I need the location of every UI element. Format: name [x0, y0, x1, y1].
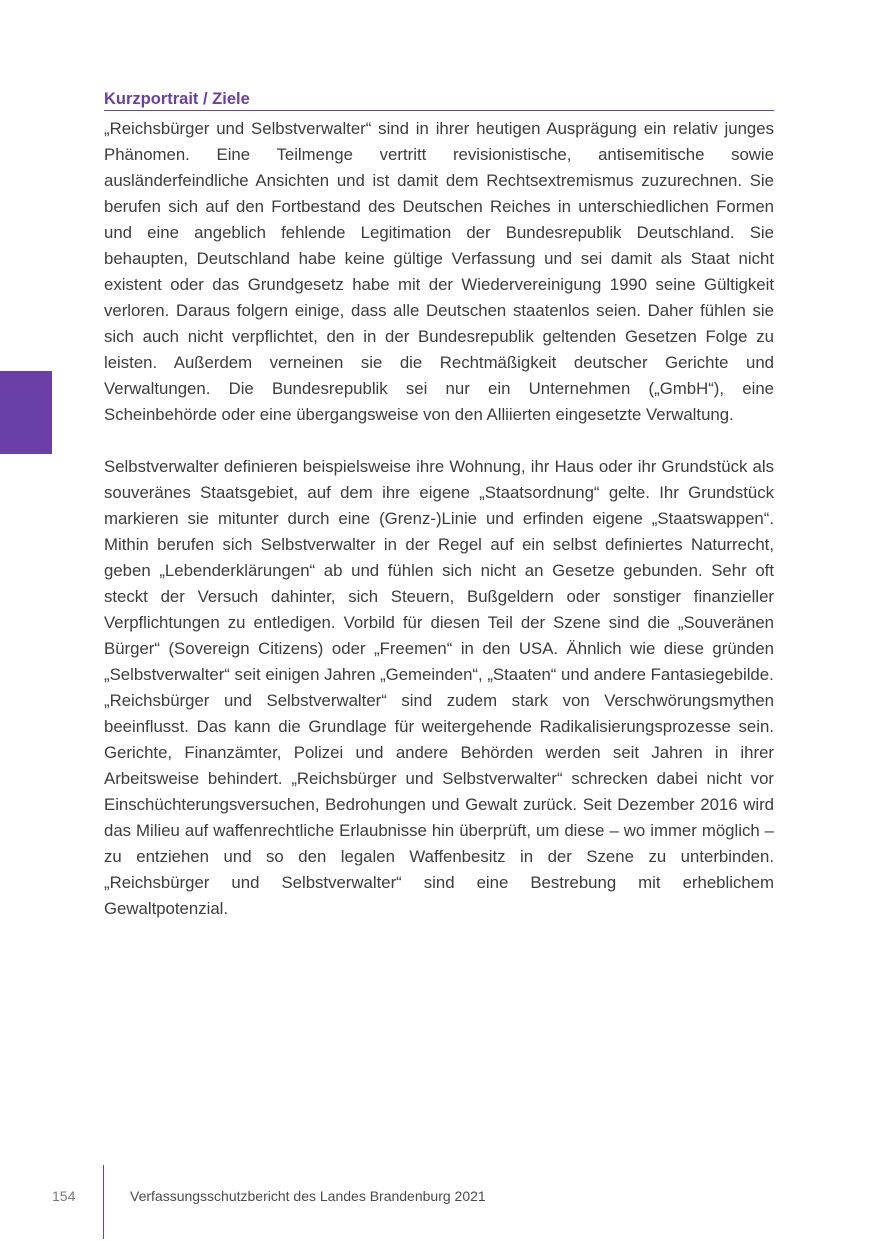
- paragraph: „Reichsbürger und Selbstverwalter“ sind in ihrer heutigen Ausprägung ein relativ junges Phänomen. Eine Teilmenge vertritt revisionistische, antisemitische sowie ausländerfeindliche Ansichten und ist damit dem Rechtsextremismus zuzurechnen. Sie berufen sich auf den Fortbestand des Deutschen Reiches in unterschiedlichen Formen und eine angeblich fehlende Legitimation der Bundesrepublik Deutschland. Sie behaupten, Deutschland habe keine gültige Verfassung und sei damit als Staat nicht existent oder das Grundgesetz habe mit der Wiedervereinigung 1990 seine Gültigkeit verloren. Daraus folgern einige, dass alle Deutschen staatenlos seien. Daher fühlen sie sich auch nicht verpflichtet, den in der Bundesrepublik geltenden Gesetzen Folge zu leisten. Außerdem verneinen sie die Rechtmäßigkeit deutscher Gerichte und Verwaltungen. Die Bundesrepublik sei nur ein Unternehmen („GmbH“), eine Scheinbehörde oder eine übergangsweise von den Alliierten eingesetzte Verwaltung.: [104, 119, 774, 424]
- section-heading: Kurzportrait / Ziele: [104, 89, 774, 111]
- body-text: [104, 116, 774, 922]
- paragraph: Selbstverwalter definieren beispielsweise ihre Wohnung, ihr Haus oder ihr Grundstück als souveränes Staatsgebiet, auf dem ihre eigene „Staatsordnung“ gelte. Ihr Grundstück markieren sie mitunter durch eine (Grenz-)Linie und erfinden eigene „Staatswappen“. Mithin berufen sich Selbstverwalter in der Regel auf ein selbst definiertes Naturrecht, geben „Lebenderklärungen“ ab und fühlen sich nicht an Gesetze gebunden. Sehr oft steckt der Versuch dahinter, sich Steuern, Bußgeldern oder sonstiger finanzieller Verpflichtungen zu entledigen. Vorbild für diesen Teil der Szene sind die „Souveränen Bürger“ (Sovereign Citizens) oder „Freemen“ in den USA. Ähnlich wie diese gründen „Selbstverwalter“ seit einigen Jahren „Gemeinden“, „Staaten“ und andere Fantasiegebilde.: [104, 457, 774, 684]
- paragraph: „Reichsbürger und Selbstverwalter“ sind zudem stark von Verschwörungsmythen beeinflusst. Das kann die Grundlage für weitergehende Radikalisierungsprozesse sein. Gerichte, Finanzämter, Polizei und andere Behörden werden seit Jahren in ihrer Arbeitsweise behindert. „Reichsbürger und Selbstverwalter“ schrecken dabei nicht vor Einschüchterungsversuchen, Bedrohungen und Gewalt zurück. Seit Dezember 2016 wird das Milieu auf waffenrechtliche Erlaubnisse hin überprüft, um diese – wo immer möglich – zu entziehen und so den legalen Waffenbesitz in der Szene zu unterbinden. „Reichsbürger und Selbstverwalter“ sind eine Bestrebung mit erheblichem Gewaltpotenzial.: [104, 691, 774, 918]
- chapter-marker-tab: [0, 371, 52, 454]
- page-number: 154: [52, 1188, 76, 1204]
- footer-divider: [103, 1165, 104, 1239]
- running-footer-title: Verfassungsschutzbericht des Landes Brandenburg 2021: [130, 1188, 486, 1204]
